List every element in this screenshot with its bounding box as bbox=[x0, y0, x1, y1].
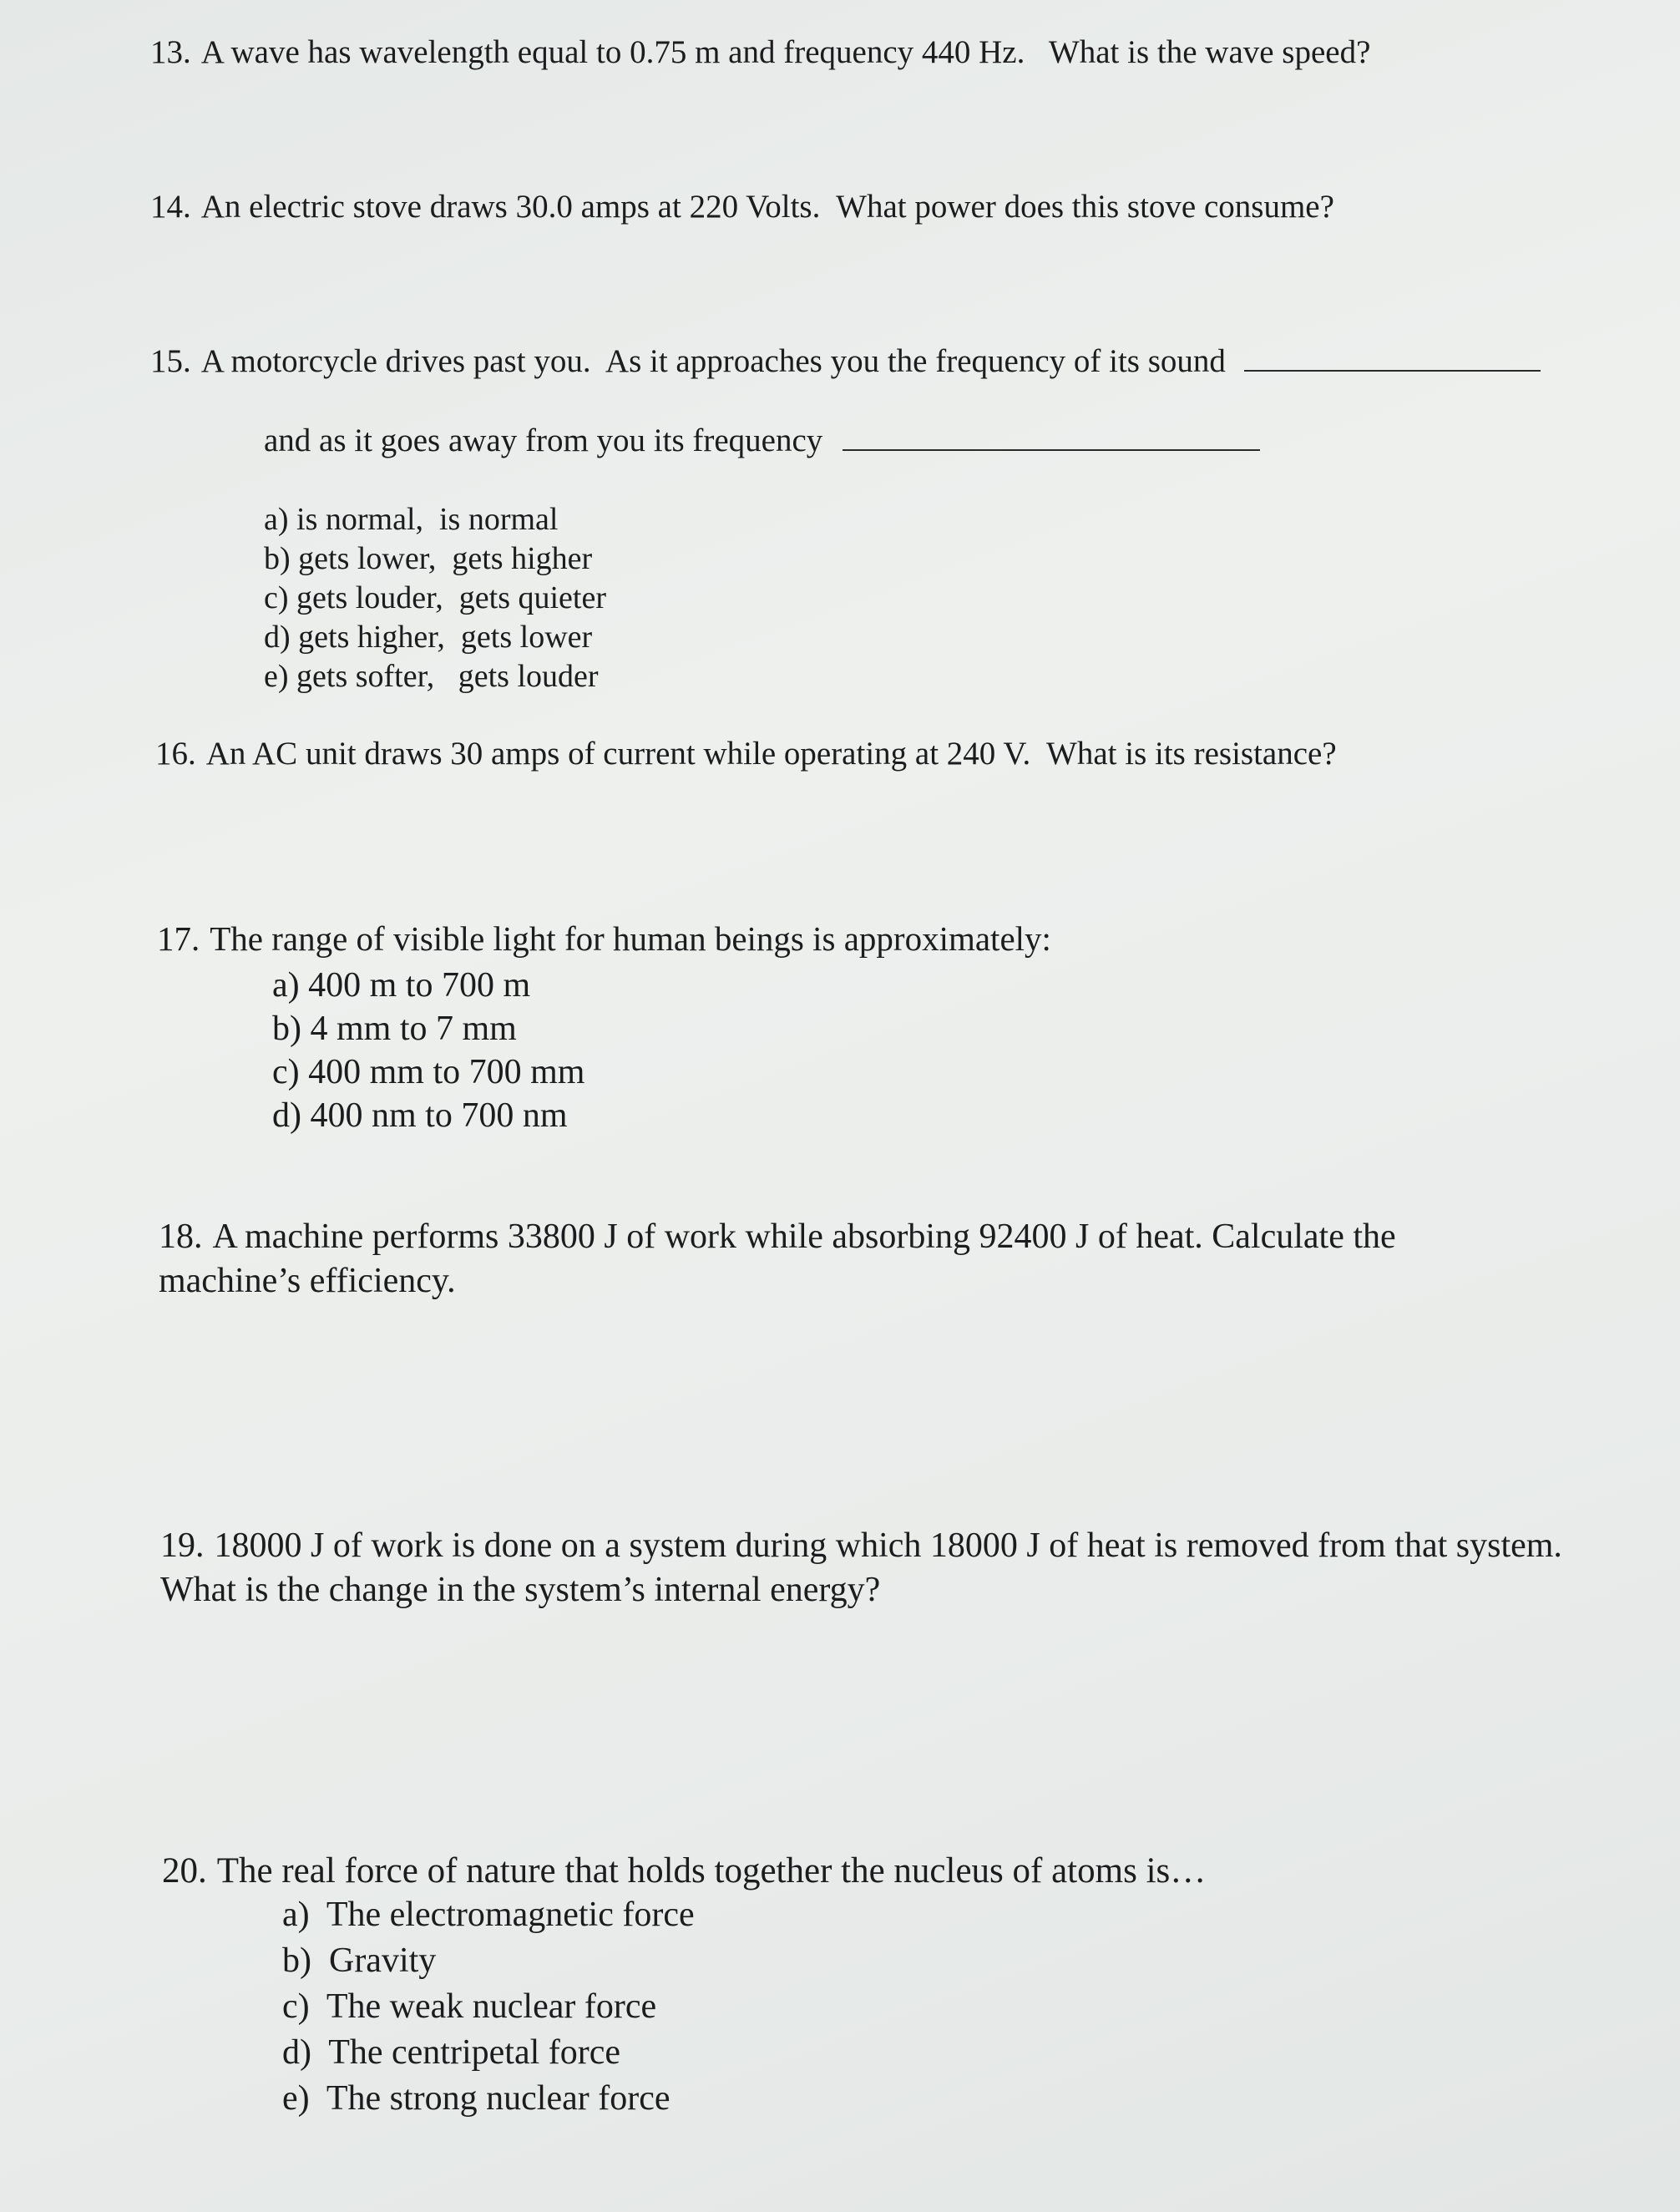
question-18 bbox=[159, 1215, 1545, 1303]
question-19 bbox=[160, 1524, 1597, 1612]
option-d[interactable]: d) gets higher, gets lower bbox=[264, 620, 593, 655]
question-number: 15. bbox=[150, 343, 191, 379]
question-text: The real force of nature that holds together the nucleus of atoms is… bbox=[216, 1851, 1207, 1891]
question-number: 18. bbox=[159, 1217, 203, 1256]
option-c[interactable]: c) gets louder, gets quieter bbox=[264, 580, 607, 615]
question-number: 17. bbox=[157, 919, 200, 958]
option-a[interactable]: a) is normal, is normal bbox=[264, 502, 559, 537]
question-number: 16. bbox=[155, 736, 196, 772]
option-c[interactable]: c) The weak nuclear force bbox=[282, 1987, 657, 2026]
question-14 bbox=[150, 188, 1334, 227]
question-text: An AC unit draws 30 amps of current while operating at 240 V. What is its resistance? bbox=[205, 736, 1337, 772]
question-text: An electric stove draws 30.0 amps at 220 Volts. What power does this stove consume? bbox=[200, 189, 1334, 225]
option-a[interactable]: a) The electromagnetic force bbox=[282, 1896, 695, 1934]
answer-blank-2[interactable] bbox=[843, 448, 1260, 451]
option-b[interactable]: b) gets lower, gets higher bbox=[264, 541, 593, 576]
option-b[interactable]: b) 4 mm to 7 mm bbox=[272, 1010, 517, 1048]
question-text: The range of visible light for human beings is approximately: bbox=[210, 919, 1051, 958]
option-c[interactable]: c) 400 mm to 700 mm bbox=[272, 1053, 585, 1091]
question-17 bbox=[157, 919, 1051, 959]
question-text: A wave has wavelength equal to 0.75 m and frequency 440 Hz. What is the wave speed? bbox=[200, 34, 1371, 70]
question-number: 13. bbox=[150, 34, 191, 70]
question-text: 18000 J of work is done on a system during which 18000 J of heat is removed from that system. What is the change in the system’s internal energy? bbox=[160, 1526, 1562, 1609]
answer-blank-1[interactable] bbox=[1244, 369, 1541, 372]
question-number: 20. bbox=[162, 1851, 207, 1891]
question-text-continued: and as it goes away from you its frequency bbox=[264, 423, 823, 458]
option-d[interactable]: d) The centripetal force bbox=[282, 2033, 621, 2072]
option-e[interactable]: e) The strong nuclear force bbox=[282, 2079, 670, 2118]
question-13 bbox=[150, 33, 1370, 73]
question-15-line2 bbox=[264, 422, 1260, 461]
option-d[interactable]: d) 400 nm to 700 nm bbox=[272, 1096, 568, 1135]
question-number: 19. bbox=[160, 1526, 205, 1565]
question-number: 14. bbox=[150, 189, 191, 225]
question-text: A motorcycle drives past you. As it approaches you the frequency of its sound bbox=[200, 343, 1226, 379]
question-20 bbox=[162, 1850, 1206, 1893]
question-16 bbox=[155, 735, 1337, 774]
question-15 bbox=[150, 342, 1541, 382]
option-a[interactable]: a) 400 m to 700 m bbox=[272, 966, 531, 1005]
option-b[interactable]: b) Gravity bbox=[282, 1941, 437, 1980]
question-text: A machine performs 33800 J of work while absorbing 92400 J of heat. Calculate the machine’s efficiency. bbox=[159, 1217, 1396, 1300]
option-e[interactable]: e) gets softer, gets louder bbox=[264, 659, 599, 694]
